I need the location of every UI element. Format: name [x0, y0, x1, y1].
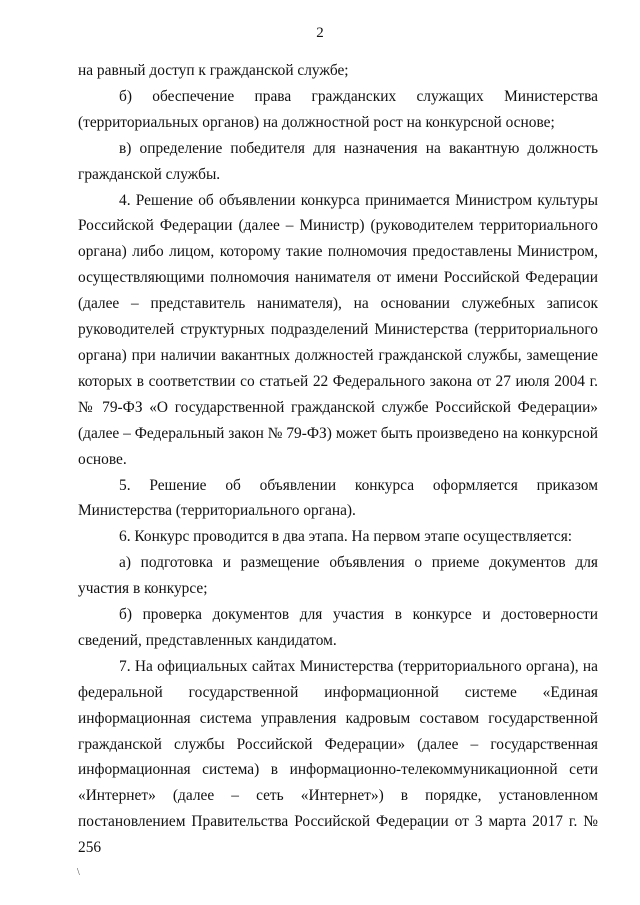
paragraph-item-b: б) обеспечение права гражданских служащих Министерства (территориальных органов) на должностной рост на конкурсной основе;: [78, 87, 598, 131]
paragraph-continuation: на равный доступ к гражданской службе;: [78, 62, 349, 79]
paragraph-6-item-a: а) подготовка и размещение объявления о приеме документов для участия в конкурсе;: [78, 554, 598, 598]
document-body: [78, 58, 598, 861]
paragraph-item-v: в) определение победителя для назначения на вакантную должность гражданской службы.: [78, 139, 598, 183]
stray-scan-mark: \: [77, 867, 80, 878]
paragraph-7: 7. На официальных сайтах Министерства (территориального органа), на федеральной государственной информационной системе «Единая информационная система управления кадровым составом государственной гражданской службы Российской Федерации» (далее – государственная информационная система) в информационно-телекоммуникационной сети «Интернет» (далее – сеть «Интернет») в порядке, установленном постановлением Правительства Российской Федерации от 3 марта 2017 г. № 256: [78, 657, 598, 857]
paragraph-5: 5. Решение об объявлении конкурса оформляется приказом Министерства (территориального органа).: [78, 476, 598, 520]
page-number: 2: [316, 25, 324, 41]
paragraph-6: 6. Конкурс проводится в два этапа. На первом этапе осуществляется:: [119, 528, 573, 546]
paragraph-4: 4. Решение об объявлении конкурса принимается Министром культуры Российской Федерации (далее – Министр) (руководителем территориального органа) либо лицом, которому такие полномочия предоставлены Министром, осуществляющими полномочия нанимателя от имени Российской Федерации (далее – представитель нанимателя), на основании служебных записок руководителей структурных подразделений Министерства (территориального органа) при наличии вакантных должностей гражданской службы, замещение которых в соответствии со статьей 22 Федерального закона от 27 июля 2004 г. № 79-ФЗ «О государственной гражданской службе Российской Федерации» (далее – Федеральный закон № 79-ФЗ) может быть произведено на конкурсной основе.: [78, 191, 598, 468]
paragraph-6-item-b: б) проверка документов для участия в конкурсе и достоверности сведений, представленных кандидатом.: [78, 606, 598, 649]
